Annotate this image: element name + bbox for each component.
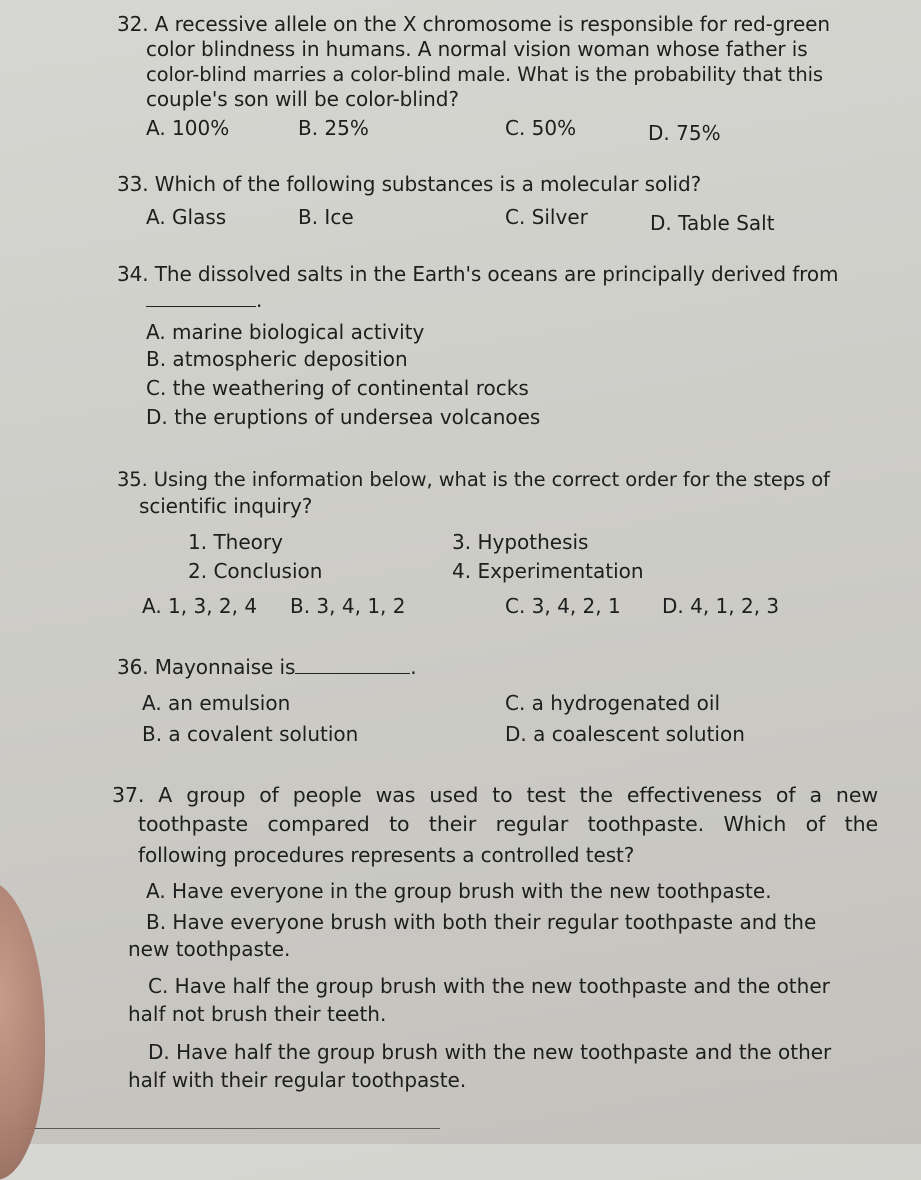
question-34-option-d[interactable]: D. the eruptions of undersea volcanoes <box>146 405 541 429</box>
question-36-stem: 36. Mayonnaise is <box>117 655 296 679</box>
question-36-option-b[interactable]: B. a covalent solution <box>142 722 359 746</box>
thumb-shadow <box>0 880 45 1180</box>
question-35-step-2: 2. Conclusion <box>188 559 323 583</box>
question-32-option-b[interactable]: B. 25% <box>298 116 369 140</box>
question-35-option-c[interactable]: C. 3, 4, 2, 1 <box>505 594 621 618</box>
question-37-option-b-line-1[interactable]: B. Have everyone brush with both their regular toothpaste and the <box>146 910 817 934</box>
question-35-step-4: 4. Experimentation <box>452 559 644 583</box>
question-36-blank[interactable] <box>295 655 410 674</box>
question-36-option-d[interactable]: D. a coalescent solution <box>505 722 745 746</box>
question-33-option-a[interactable]: A. Glass <box>146 205 227 229</box>
question-37-option-b-line-2[interactable]: new toothpaste. <box>128 937 291 961</box>
question-33-option-b[interactable]: B. Ice <box>298 205 354 229</box>
question-35-line-2: scientific inquiry? <box>139 494 313 518</box>
question-34-blank[interactable] <box>146 290 256 307</box>
question-36-stem-line <box>117 655 417 680</box>
question-35-step-3: 3. Hypothesis <box>452 530 589 554</box>
page-bottom-rule <box>20 1128 440 1129</box>
question-37-option-a[interactable]: A. Have everyone in the group brush with the new toothpaste. <box>146 879 772 903</box>
question-32-line-1: 32. A recessive allele on the X chromosome is responsible for red-green <box>117 12 830 36</box>
question-35-line-1: 35. Using the information below, what is the correct order for the steps of <box>117 468 830 491</box>
question-33-option-c[interactable]: C. Silver <box>505 205 588 229</box>
question-32-line-2: color blindness in humans. A normal vision woman whose father is <box>146 37 808 61</box>
question-37-line-2: toothpaste compared to their regular toothpaste. Which of the <box>138 812 878 836</box>
question-37-option-c-line-1[interactable]: C. Have half the group brush with the new toothpaste and the other <box>148 974 830 998</box>
question-33-option-d[interactable]: D. Table Salt <box>650 211 775 235</box>
question-32-line-3: color-blind marries a color-blind male. What is the probability that this <box>146 63 823 86</box>
question-35-step-1: 1. Theory <box>188 530 283 554</box>
question-37-line-3: following procedures represents a controlled test? <box>138 843 635 867</box>
question-35-option-a[interactable]: A. 1, 3, 2, 4 <box>142 594 258 618</box>
question-37-option-d-line-2[interactable]: half with their regular toothpaste. <box>128 1068 467 1092</box>
question-32-line-4: couple's son will be color-blind? <box>146 87 459 111</box>
question-36-option-c[interactable]: C. a hydrogenated oil <box>505 691 720 715</box>
question-35-option-d[interactable]: D. 4, 1, 2, 3 <box>662 594 780 618</box>
question-33-line-1: 33. Which of the following substances is a molecular solid? <box>117 172 702 196</box>
question-35-option-b[interactable]: B. 3, 4, 1, 2 <box>290 594 406 618</box>
question-36-option-a[interactable]: A. an emulsion <box>142 691 291 715</box>
question-32-option-d[interactable]: D. 75% <box>648 121 721 145</box>
question-36-period: . <box>410 655 417 679</box>
question-37-option-c-line-2[interactable]: half not brush their teeth. <box>128 1002 387 1026</box>
question-34-blank-line <box>146 288 262 313</box>
question-37-line-1: 37. A group of people was used to test the effectiveness of a new <box>112 783 878 807</box>
question-37-option-d-line-1[interactable]: D. Have half the group brush with the new toothpaste and the other <box>148 1040 832 1064</box>
question-34-option-b[interactable]: B. atmospheric deposition <box>146 347 408 371</box>
question-32-option-c[interactable]: C. 50% <box>505 116 577 140</box>
question-34-period: . <box>256 288 263 312</box>
question-34-option-a[interactable]: A. marine biological activity <box>146 320 425 344</box>
question-34-option-c[interactable]: C. the weathering of continental rocks <box>146 376 529 400</box>
question-34-line-1: 34. The dissolved salts in the Earth's oceans are principally derived from <box>117 262 839 286</box>
question-32-option-a[interactable]: A. 100% <box>146 116 230 140</box>
